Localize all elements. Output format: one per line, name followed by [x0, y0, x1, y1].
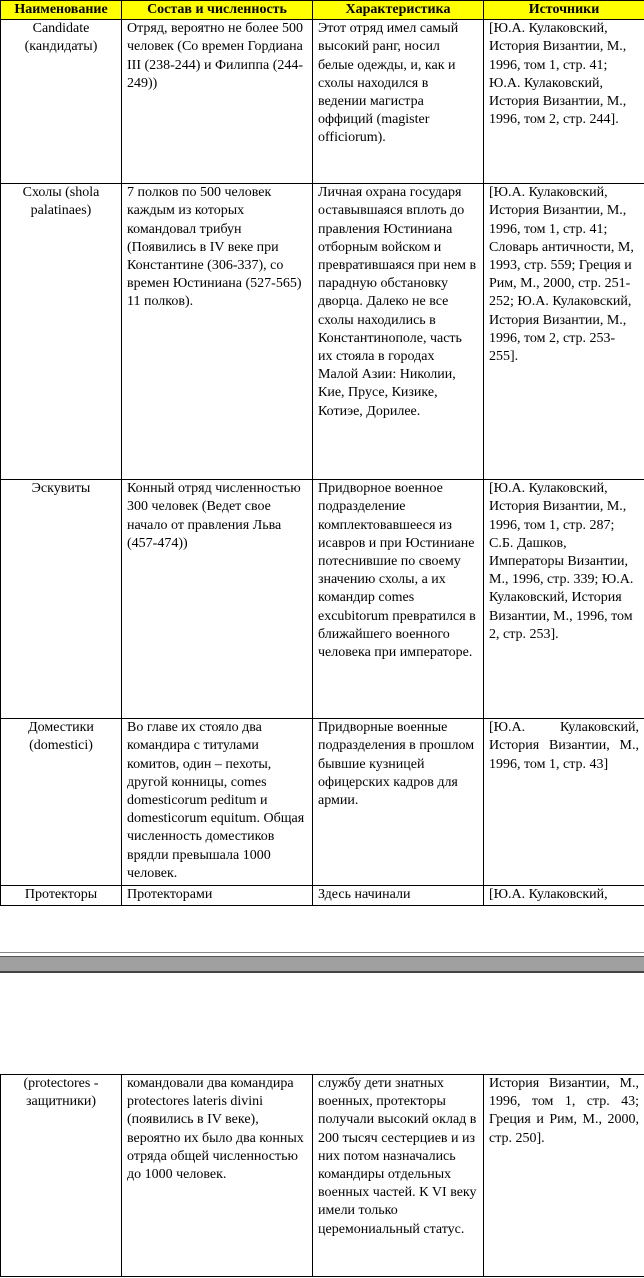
unit-composition: Конный отряд численностью 300 человек (Ведет свое начало от правления Льва (457-474)) [122, 480, 313, 719]
table-row [1, 1075, 644, 1277]
unit-name: (protectores - защитники) [1, 1075, 122, 1277]
unit-characteristic: Придворное военное подразделение комплектовавшееся из исавров и при Юстиниане потеснившие по своему значению схолы, а их командир comes excubitorum превратился в ближайшего военного человека при императоре. [313, 480, 484, 719]
unit-composition: Во главе их стояло два командира с титулами комитов, один – пехоты, другой конницы, comes domesticorum peditum и domesticorum equitum. Общая численность доместиков врядли превышала 1000 человек. [122, 719, 313, 886]
unit-sources: [Ю.А. Кулаковский, История Византии, М., 1996, том 1, стр. 43] [484, 719, 644, 886]
header-row [1, 1, 644, 20]
units-table-continuation [0, 1074, 644, 1277]
header-composition: Состав и численность [122, 1, 313, 20]
unit-characteristic: Личная охрана государя оставывшаяся вплоть до правления Юстиниана отборным войском и превратившаяся при нем в парадную обстановку дворца. Далеко не все схолы находились в Константинополе, часть их стояла в городах Малой Азии: Николии, Кие, Прусе, Кизике, Котиэе, Дорилее. [313, 184, 484, 480]
unit-sources: История Византии, М., 1996, том 1, стр. 43; Греция и Рим, М., 2000, стр. 250]. [484, 1075, 644, 1277]
unit-sources: [Ю.А. Кулаковский, История Византии, М., 1996, том 1, стр. 287; С.Б. Дашков, Императоры Византии, М., 1996, стр. 339; Ю.А. Кулаковский, История Византии, М., 1996, том 2, стр. 253]. [484, 480, 644, 719]
unit-composition: Протекторами [122, 886, 313, 906]
unit-name: Схолы (shola palatinaes) [1, 184, 122, 480]
page-break-line [0, 952, 644, 953]
unit-composition: командовали два командира protectores lateris divini (появились в IV веке), вероятно их было два конных отряда общей численностью до 1000 человек. [122, 1075, 313, 1277]
unit-sources: [Ю.А. Кулаковский, История Византии, М., 1996, том 1, стр. 41; Ю.А. Кулаковский, История Византии, М., 1996, том 2, стр. 244]. [484, 20, 644, 184]
header-name: Наименование [1, 1, 122, 20]
table-row [1, 719, 644, 886]
unit-characteristic: Придворные военные подразделения в прошлом бывшие кузницей офицерских кадров для армии. [313, 719, 484, 886]
unit-composition: 7 полков по 500 человек каждым из которых командовал трибун (Появились в IV веке при Константине (306-337), со времен Юстиниана (527-565) 11 полков). [122, 184, 313, 480]
header-sources: Источники [484, 1, 644, 20]
unit-characteristic: Этот отряд имел самый высокий ранг, носил белые одежды, и, как и схолы находился в ведении магистра оффиций (magister officiorum). [313, 20, 484, 184]
header-characteristic: Характеристика [313, 1, 484, 20]
unit-sources: [Ю.А. Кулаковский, [484, 886, 644, 906]
table-row [1, 184, 644, 480]
table-row [1, 480, 644, 719]
unit-composition: Отряд, вероятно не более 500 человек (Со времен Гордиана III (238-244) и Филиппа (244-249)) [122, 20, 313, 184]
unit-name: Candidate (кандидаты) [1, 20, 122, 184]
unit-characteristic: Здесь начинали [313, 886, 484, 906]
unit-sources: [Ю.А. Кулаковский, История Византии, М., 1996, том 1, стр. 41; Словарь античности, М, 1993, стр. 559; Греция и Рим, М., 2000, стр. 251-252; Ю.А. Кулаковский, История Византии, М., 1996, том 2, стр. 253-255]. [484, 184, 644, 480]
unit-name: Эскувиты [1, 480, 122, 719]
table-row [1, 20, 644, 184]
page-break [0, 956, 644, 973]
unit-name: Доместики (domestici) [1, 719, 122, 886]
table-row [1, 886, 644, 906]
unit-name: Протекторы [1, 886, 122, 906]
unit-characteristic: службу дети знатных военных, протекторы получали высокий оклад в 200 тысяч сестерциев и из них потом назначались командиры отдельных военных частей. К VI веку имели только церемониальный статус. [313, 1075, 484, 1277]
